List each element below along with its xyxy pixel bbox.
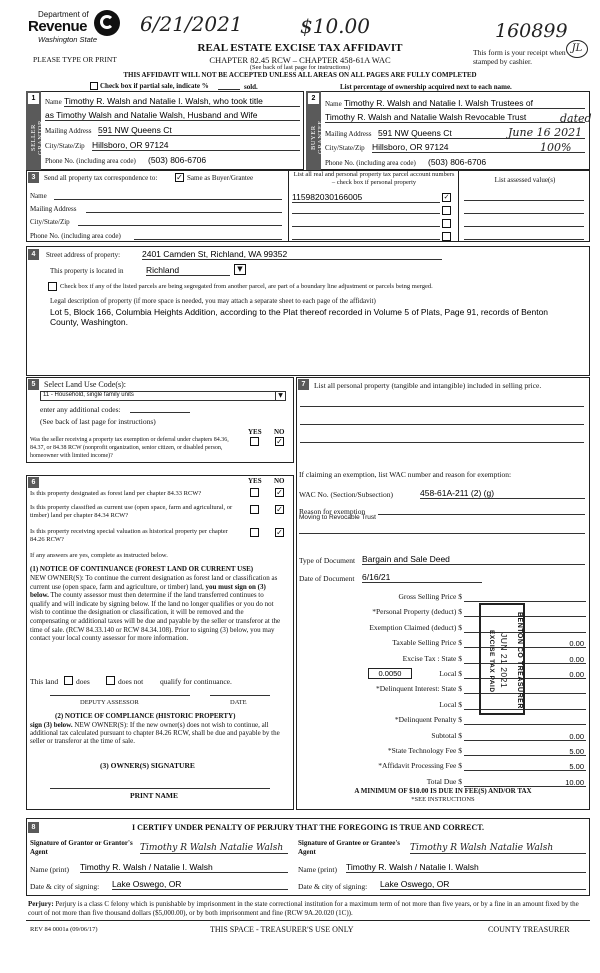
tax-row-label: Taxable Selling Price $	[392, 638, 462, 648]
tax-row-label: Local $	[439, 699, 462, 709]
segregated-label: Check box if any of the listed parcels are being segregated from another parcel, are part of a boundary line adjustment or parcels being merged.	[60, 283, 433, 290]
segregated-checkbox[interactable]	[48, 282, 57, 291]
does-not-label: does not	[118, 677, 144, 686]
seller-phone[interactable]: (503) 806-6706	[148, 155, 207, 165]
grantor-signature[interactable]: Timothy R Walsh Natalie Walsh	[140, 843, 288, 854]
doc-date-label: Date of Document	[299, 574, 355, 583]
tax-row-label: *Delinquent Penalty $	[394, 715, 462, 725]
legal-description[interactable]: Lot 5, Block 166, Columbia Heights Addition, according to the Plat thereof recorded in Volume 5 of Plats, Page 91, records of Benton County, Washington.	[50, 307, 549, 327]
tax-row-label: *Delinquent Interest: State $	[375, 684, 462, 694]
revenue-logo	[28, 8, 138, 46]
section-8-number: 8	[28, 822, 39, 833]
form-chapter: CHAPTER 82.45 RCW – CHAPTER 458-61A WAC	[209, 55, 391, 65]
s3-phone-label: Phone No. (including area code)	[30, 232, 121, 240]
grantor-date-city[interactable]: Lake Oswego, OR	[112, 879, 288, 890]
s3-city-label: City/State/Zip	[30, 218, 70, 226]
tax-row-value[interactable]: 0.00	[569, 731, 584, 741]
handwritten-number: 160899	[495, 20, 568, 42]
buyer-hw-note-1: dated	[560, 112, 592, 125]
certify-statement: I CERTIFY UNDER PENALTY OF PERJURY THAT THE FOREGOING IS TRUE AND CORRECT.	[131, 823, 484, 832]
located-dropdown-icon[interactable]: ▼	[234, 264, 246, 275]
same-as-buyer-label: Same as Buyer/Grantee	[187, 174, 254, 182]
buyer-name-label: Name	[325, 100, 342, 108]
s5-see-back: (See back of last page for instructions)	[40, 417, 156, 426]
s5-exemption-yes-checkbox[interactable]	[250, 437, 259, 446]
s5-exemption-question: Was the seller receiving a property tax exemption or deferral under chapters 84.36, 84.37, or 84.38 RCW (nonprofit organization, senior citizen, or disabled person, homeowner with limited income)?	[30, 437, 229, 459]
tax-row-value[interactable]: 0.00	[569, 670, 584, 679]
s3-name-label: Name	[30, 192, 47, 200]
deputy-assessor-label: DEPUTY ASSESSOR	[80, 699, 139, 706]
s6-q2: Is this property classified as current use (open space, farm and agricultural, or timber) land per chapter 84.34 RCW?	[30, 504, 233, 519]
reason-value[interactable]: Moving to Revocable Trust	[299, 514, 376, 521]
s5-yes-label: YES	[248, 428, 262, 436]
assessor-date-label: DATE	[230, 699, 247, 706]
see-instructions: *SEE INSTRUCTIONS	[411, 796, 475, 803]
tax-row-label: Exemption Claimed (deduct) $	[369, 622, 462, 632]
continuance-text-c: The county assessor must then determine if the land transferred continues to qualify and will indicate by signing below. If the land no longer qualifies or you do not wish to continue the designation or classification, it will be removed and the compensating or additional taxes will be due and payable by the seller or transferor at the time of sale. (RCW 84.33.140 or RCW 84.34.108). Prior to signing (3) below, you may contact your local county assessor for more information.	[30, 591, 281, 643]
s6-q3-yes-checkbox[interactable]	[250, 528, 259, 537]
seller-side-label: SELLER GRANTOR	[30, 120, 44, 155]
tax-row-label: *Personal Property (deduct) $	[372, 607, 462, 617]
buyer-mail[interactable]: 591 NW Queens Ct	[378, 128, 585, 139]
buyer-hw-note-2: June 16 2021	[508, 126, 583, 139]
tax-row-value[interactable]: 0.00	[569, 639, 584, 649]
tax-row-label: Total Due $	[426, 776, 462, 786]
seller-name-2[interactable]: as Timothy Walsh and Natalie Walsh, Husband and Wife	[45, 110, 300, 121]
handwritten-initials: JL	[566, 40, 588, 58]
s6-q2-no-checkbox[interactable]: ✓	[276, 505, 283, 514]
personal-property-label: List all personal property (tangible and intangible) included in selling price.	[314, 381, 542, 390]
parcel-number[interactable]: 115982030166005	[292, 192, 440, 203]
treasurer-use-only: THIS SPACE - TREASURER'S USE ONLY	[210, 925, 354, 934]
continuance-text-b: you must sign on (3) below.	[30, 582, 266, 600]
continuance-text-a: NEW OWNER(S): To continue the current designation as forest land or classification as current use (open space, farm and agriculture, or timber) land,	[30, 574, 278, 591]
buyer-city[interactable]: Hillsboro, OR 97124	[372, 142, 585, 153]
perjury-notice	[28, 900, 590, 918]
sold-label: sold.	[244, 83, 258, 91]
tax-row-value[interactable]: 10.00	[565, 777, 584, 787]
partial-sale-label: Check box if partial sale, indicate %	[100, 82, 209, 90]
s6-q3: Is this property receiving special valuation as historical property per chapter 84.26 RCW?	[30, 528, 228, 543]
tax-row-label: Gross Selling Price $	[398, 592, 462, 601]
land-use-dropdown-icon[interactable]: ▼	[275, 391, 285, 401]
logo-dept-big: Revenue	[28, 18, 88, 35]
tax-row-value[interactable]: 5.00	[569, 747, 584, 756]
street-label: Street address of property:	[46, 251, 121, 259]
grantee-date-city[interactable]: Lake Oswego, OR	[380, 879, 586, 890]
compliance-text-a: NEW OWNER(S): If the new owner(s) does not wish to continue, all additional tax calculated pursuant to chapter 84.26 RCW, shall be due and payable by the seller or transferor at the time of sale.	[30, 721, 280, 746]
s5-exemption-no-checkbox[interactable]: ✓	[276, 437, 283, 446]
treasurer-stamp	[479, 603, 525, 715]
minimum-note: A MINIMUM OF $10.00 IS DUE IN FEE(S) AND/OR TAX	[354, 787, 532, 795]
grantee-sig-label: Signature of Grantee or Grantee's Agent	[298, 839, 401, 856]
located-value[interactable]: Richland	[146, 265, 230, 276]
form-warning: THIS AFFIDAVIT WILL NOT BE ACCEPTED UNLESS ALL AREAS ON ALL PAGES ARE FULLY COMPLETED	[123, 71, 477, 79]
section-3-number: 3	[28, 172, 39, 183]
located-label: This property is located in	[50, 267, 124, 275]
grantor-name-label: Name (print)	[30, 865, 69, 874]
continuance-title: (1) NOTICE OF CONTINUANCE (FOREST LAND OR CURRENT USE)	[30, 565, 254, 573]
additional-codes-label: enter any additional codes:	[40, 405, 121, 414]
legal-label: Legal description of property (if more space is needed, you may attach a separate sheet to each page of the affidavit)	[50, 297, 376, 305]
continuance-text	[30, 574, 284, 643]
seller-name-1[interactable]: Timothy R. Walsh and Natalie I. Walsh, who took title	[64, 96, 300, 107]
tax-row-label: Subtotal $	[431, 730, 462, 740]
perjury-text: Perjury is a class C felony which is punishable by imprisonment in the state correctional institution for a maximum term of not more than five years, or by a fine in an amount fixed by the court of not more than five thousand dollars ($5,000.00), or by both imprisonment and fine (RCW 9A.20.020 (1C)).	[28, 900, 579, 917]
print-note: PLEASE TYPE OR PRINT	[33, 55, 117, 64]
s6-no-label: NO	[274, 477, 285, 485]
compliance-title: (2) NOTICE OF COMPLIANCE (HISTORIC PROPERTY)	[55, 712, 236, 720]
parcel-2-checkbox[interactable]	[442, 206, 451, 215]
perjury-label: Perjury:	[28, 900, 54, 908]
buyer-phone-label: Phone No. (including area code)	[325, 159, 416, 167]
buyer-name-1[interactable]: Timothy R. Walsh and Natalie I. Walsh Trustees of	[344, 98, 585, 109]
buyer-name-2[interactable]: Timothy R. Walsh and Natalie Walsh Revocable Trust	[325, 112, 585, 123]
parcel-1-checkbox[interactable]: ✓	[443, 193, 450, 201]
s5-no-label: NO	[274, 428, 285, 436]
parcel-4-checkbox[interactable]	[442, 232, 451, 241]
s6-q1-yes-checkbox[interactable]	[250, 488, 259, 497]
same-as-buyer-checkbox[interactable]: ✓	[176, 173, 183, 182]
form-revision: REV 84 0001a (09/06/17)	[30, 926, 98, 933]
parcel-header: List all real and personal property tax parcel account numbers – check box if personal property	[293, 171, 455, 186]
seller-city-label: City/State/Zip	[45, 142, 85, 150]
does-label: does	[76, 677, 90, 686]
stamp-office: BENTON CO TREASURER	[516, 611, 523, 709]
s6-q2-yes-checkbox[interactable]	[250, 505, 259, 514]
tax-row-label: Local $	[439, 669, 462, 678]
doc-date[interactable]: 6/16/21	[362, 572, 482, 583]
land-use-select[interactable]	[40, 391, 286, 401]
s6-q3-no-checkbox[interactable]: ✓	[276, 528, 283, 537]
grantee-signature[interactable]: Timothy R Walsh Natalie Walsh	[410, 843, 586, 854]
buyer-phone[interactable]: (503) 806-6706	[428, 157, 487, 167]
section-7-number: 7	[298, 379, 309, 390]
grantee-date-label: Date & city of signing:	[298, 882, 368, 891]
s6-instructions: If any answers are yes, complete as instructed below.	[30, 552, 168, 559]
ownership-note: List percentage of ownership acquired next to each name.	[340, 83, 512, 91]
land-use-code: 11 - Household, single family units	[43, 392, 134, 398]
compliance-text	[30, 721, 284, 746]
buyer-side-label: BUYER GRANTEE	[310, 120, 324, 155]
buyer-mail-label: Mailing Address	[325, 130, 372, 138]
section-1-number: 1	[28, 93, 39, 104]
parcel-3-checkbox[interactable]	[442, 219, 451, 228]
form-title: REAL ESTATE EXCISE TAX AFFIDAVIT	[197, 42, 403, 54]
logo-dept-small: Department of	[38, 10, 89, 19]
section-5-number: 5	[28, 379, 39, 390]
assessed-header: List assessed value(s)	[494, 176, 556, 184]
tax-row-label: *State Technology Fee $	[387, 746, 462, 755]
seller-name-label: Name	[45, 98, 62, 106]
logo-swoosh-icon	[94, 10, 120, 36]
section-4-number: 4	[28, 249, 39, 260]
buyer-hw-note-3: 100%	[540, 141, 572, 154]
grantee-name-label: Name (print)	[298, 865, 337, 874]
county-treasurer-label: COUNTY TREASURER	[488, 925, 570, 934]
qualify-label: qualify for continuance.	[160, 677, 232, 686]
street-address[interactable]: 2401 Camden St, Richland, WA 99352	[142, 249, 442, 260]
seller-city[interactable]: Hillsboro, OR 97124	[92, 140, 300, 151]
doc-type[interactable]: Bargain and Sale Deed	[362, 554, 585, 565]
local-tax-rate[interactable]: 0.0050	[368, 668, 412, 679]
s3-mail-label: Mailing Address	[30, 205, 77, 213]
doc-type-label: Type of Document	[299, 556, 356, 565]
partial-sale-checkbox[interactable]	[90, 82, 98, 90]
grantee-name-print[interactable]: Timothy R. Walsh / Natalie I. Walsh	[346, 862, 586, 873]
s6-q1: Is this property designated as forest land per chapter 84.33 RCW?	[30, 490, 202, 497]
handwritten-date: 6/21/2021	[140, 12, 243, 36]
this-land-label: This land	[30, 677, 59, 686]
tax-row-value[interactable]: 5.00	[569, 762, 584, 772]
land-does-checkbox[interactable]	[64, 676, 73, 685]
land-does-not-checkbox[interactable]	[106, 676, 115, 685]
exemption-question: If claiming an exemption, list WAC number and reason for exemption:	[299, 470, 512, 479]
form-see-back: (See back of last page for instructions)	[249, 64, 351, 71]
stamp-paid: EXCISE TAX PAID	[488, 629, 495, 693]
handwritten-amount: $10.00	[300, 14, 370, 38]
section-6-number: 6	[28, 477, 39, 488]
seller-mail-label: Mailing Address	[45, 127, 92, 135]
receipt-note: This form is your receipt when stamped by cashier.	[473, 48, 566, 66]
buyer-city-label: City/State/Zip	[325, 144, 365, 152]
tax-row-value[interactable]: 0.00	[569, 654, 584, 664]
owner-signature-label: (3) OWNER(S) SIGNATURE	[100, 761, 195, 770]
s6-yes-label: YES	[248, 477, 262, 485]
stamp-date: JUN 21 2021	[499, 633, 509, 689]
seller-mail[interactable]: 591 NW Queens Ct	[98, 125, 300, 136]
send-correspondence-label: Send all property tax correspondence to:	[44, 174, 158, 182]
logo-dept-state: Washington State	[38, 35, 98, 44]
wac-number[interactable]: 458-61A-211 (2) (g)	[420, 488, 585, 499]
compliance-sign: sign (3) below.	[30, 721, 73, 729]
grantor-date-label: Date & city of signing:	[30, 882, 100, 891]
land-use-label: Select Land Use Code(s):	[44, 380, 126, 389]
wac-label: WAC No. (Section/Subsection)	[299, 490, 393, 499]
s6-q1-no-checkbox[interactable]: ✓	[276, 488, 283, 497]
tax-row-label: *Affidavit Processing Fee $	[378, 761, 462, 771]
print-name-label: PRINT NAME	[130, 791, 178, 800]
seller-phone-label: Phone No. (including area code)	[45, 157, 136, 165]
grantor-name-print[interactable]: Timothy R. Walsh / Natalie I. Walsh	[80, 862, 288, 873]
grantor-sig-label: Signature of Grantor or Grantor's Agent	[30, 839, 133, 856]
reason-label: Reason for exemption	[299, 507, 366, 516]
tax-row-label: Excise Tax : State $	[402, 653, 462, 663]
section-2-number: 2	[308, 93, 319, 104]
